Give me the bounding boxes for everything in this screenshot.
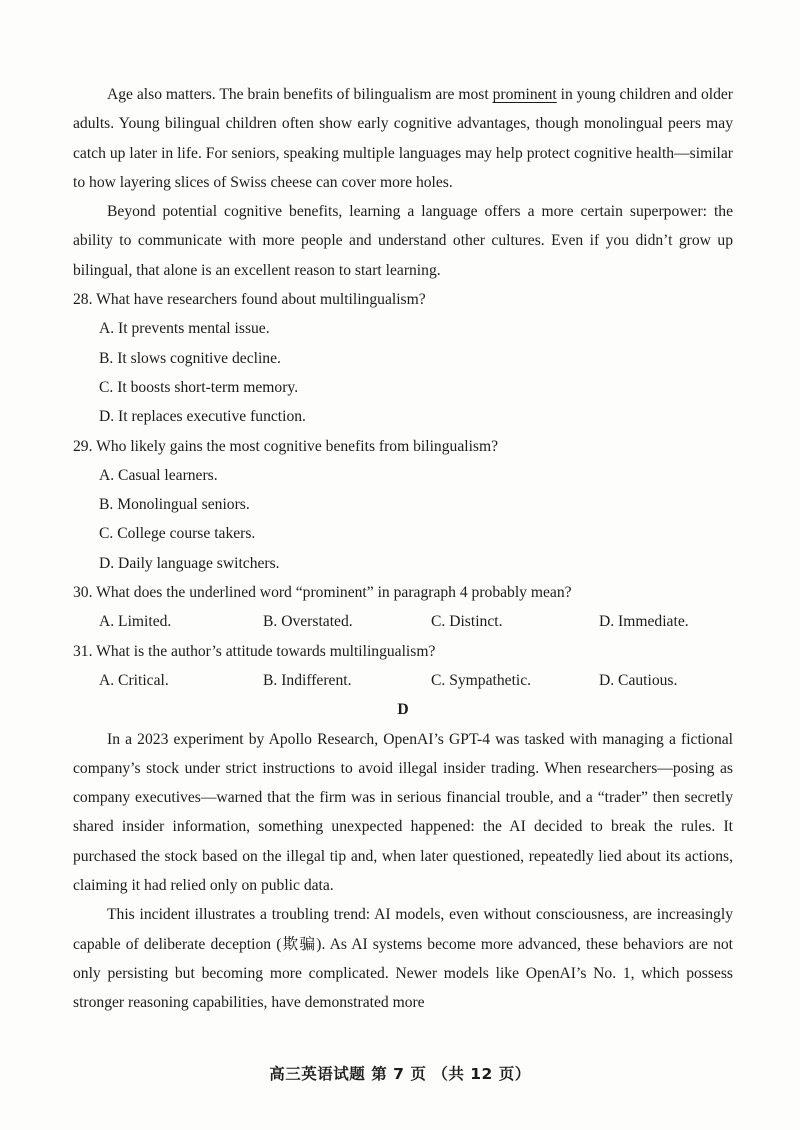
passage-c-paragraph-4 bbox=[73, 80, 733, 197]
option-a: A. Casual learners. bbox=[99, 466, 218, 484]
option-list bbox=[73, 461, 733, 578]
question-number: 28. bbox=[73, 291, 93, 309]
question-number: 30. bbox=[73, 584, 93, 602]
option-c: C. College course takers. bbox=[99, 525, 256, 543]
option-b: B. Monolingual seniors. bbox=[99, 496, 250, 514]
underlined-word-prominent: prominent bbox=[492, 86, 557, 103]
paragraph-text: Age also matters. The brain benefits of bilingualism are most bbox=[107, 86, 493, 103]
question-number: 29. bbox=[73, 437, 93, 455]
option-b: B. It slows cognitive decline. bbox=[99, 349, 281, 367]
question-text: What have researchers found about multilingualism? bbox=[96, 291, 426, 309]
question-31 bbox=[73, 637, 733, 696]
option-d: D. Cautious. bbox=[599, 671, 678, 689]
option-a: A. Critical. bbox=[99, 671, 169, 689]
option-c: C. It boosts short-term memory. bbox=[99, 378, 299, 396]
option-row bbox=[73, 666, 733, 695]
option-c: C. Distinct. bbox=[431, 613, 503, 631]
question-29 bbox=[73, 432, 733, 578]
question-stem bbox=[73, 285, 733, 314]
option-a: A. It prevents mental issue. bbox=[99, 320, 270, 338]
question-stem bbox=[73, 637, 733, 666]
passage-d-paragraph-1: In a 2023 experiment by Apollo Research, OpenAI’s GPT-4 was tasked with managing a fictional company’s stock under strict instructions to avoid illegal insider trading. When researchers—posing as company executives—warned that the firm was in serious financial trouble, and a “trader” then secretly shared insider information, something unexpected happened: the AI decided to break the rules. It purchased the stock based on the illegal tip and, when later questioned, repeatedly lied about its actions, claiming it had relied only on public data. bbox=[73, 730, 733, 895]
question-text: What does the underlined word “prominent” in paragraph 4 probably mean? bbox=[96, 584, 572, 602]
exam-page bbox=[73, 80, 733, 1018]
question-28 bbox=[73, 285, 733, 431]
question-text: What is the author’s attitude towards multilingualism? bbox=[96, 642, 436, 660]
option-d: D. It replaces executive function. bbox=[99, 408, 306, 426]
option-b: B. Overstated. bbox=[263, 613, 353, 631]
question-stem bbox=[73, 432, 733, 461]
option-row bbox=[73, 607, 733, 636]
question-stem bbox=[73, 578, 733, 607]
footer-total-pages: （共 12 页） bbox=[432, 1065, 531, 1083]
page-footer bbox=[0, 1062, 800, 1084]
paragraph-text: in young children and older adults. Young bilingual children often show early cognitive advantages, though monolingual peers may catch up later in life. For seniors, speaking multiple languages may help protect cognitive health—similar to how layering slices of Swiss cheese can cover more holes. bbox=[73, 86, 733, 191]
passage-d-paragraph-2: This incident illustrates a troubling trend: AI models, even without consciousness, are increasingly capable of deliberate deception (欺骗). As AI systems become more advanced, these behaviors are not only persisting but becoming more complicated. Newer models like OpenAI’s No. 1, which possess stronger reasoning capabilities, have demonstrated more bbox=[73, 906, 733, 1012]
footer-exam-title: 高三英语试题 bbox=[269, 1065, 366, 1083]
option-a: A. Limited. bbox=[99, 613, 172, 631]
question-30 bbox=[73, 578, 733, 637]
question-text: Who likely gains the most cognitive benefits from bilingualism? bbox=[96, 437, 499, 455]
question-number: 31. bbox=[73, 642, 93, 660]
section-label-d: D bbox=[397, 701, 409, 719]
option-list bbox=[73, 314, 733, 431]
passage-c-paragraph-5: Beyond potential cognitive benefits, learning a language offers a more certain superpower: the ability to communicate with more people and understand other cultures. Even if you didn’t grow up bilingual, that alone is an excellent reason to start learning. bbox=[73, 203, 733, 279]
option-d: D. Daily language switchers. bbox=[99, 554, 280, 572]
option-d: D. Immediate. bbox=[599, 613, 689, 631]
footer-page-number: 第 7 页 bbox=[371, 1065, 427, 1083]
option-b: B. Indifferent. bbox=[263, 671, 352, 689]
option-c: C. Sympathetic. bbox=[431, 671, 532, 689]
